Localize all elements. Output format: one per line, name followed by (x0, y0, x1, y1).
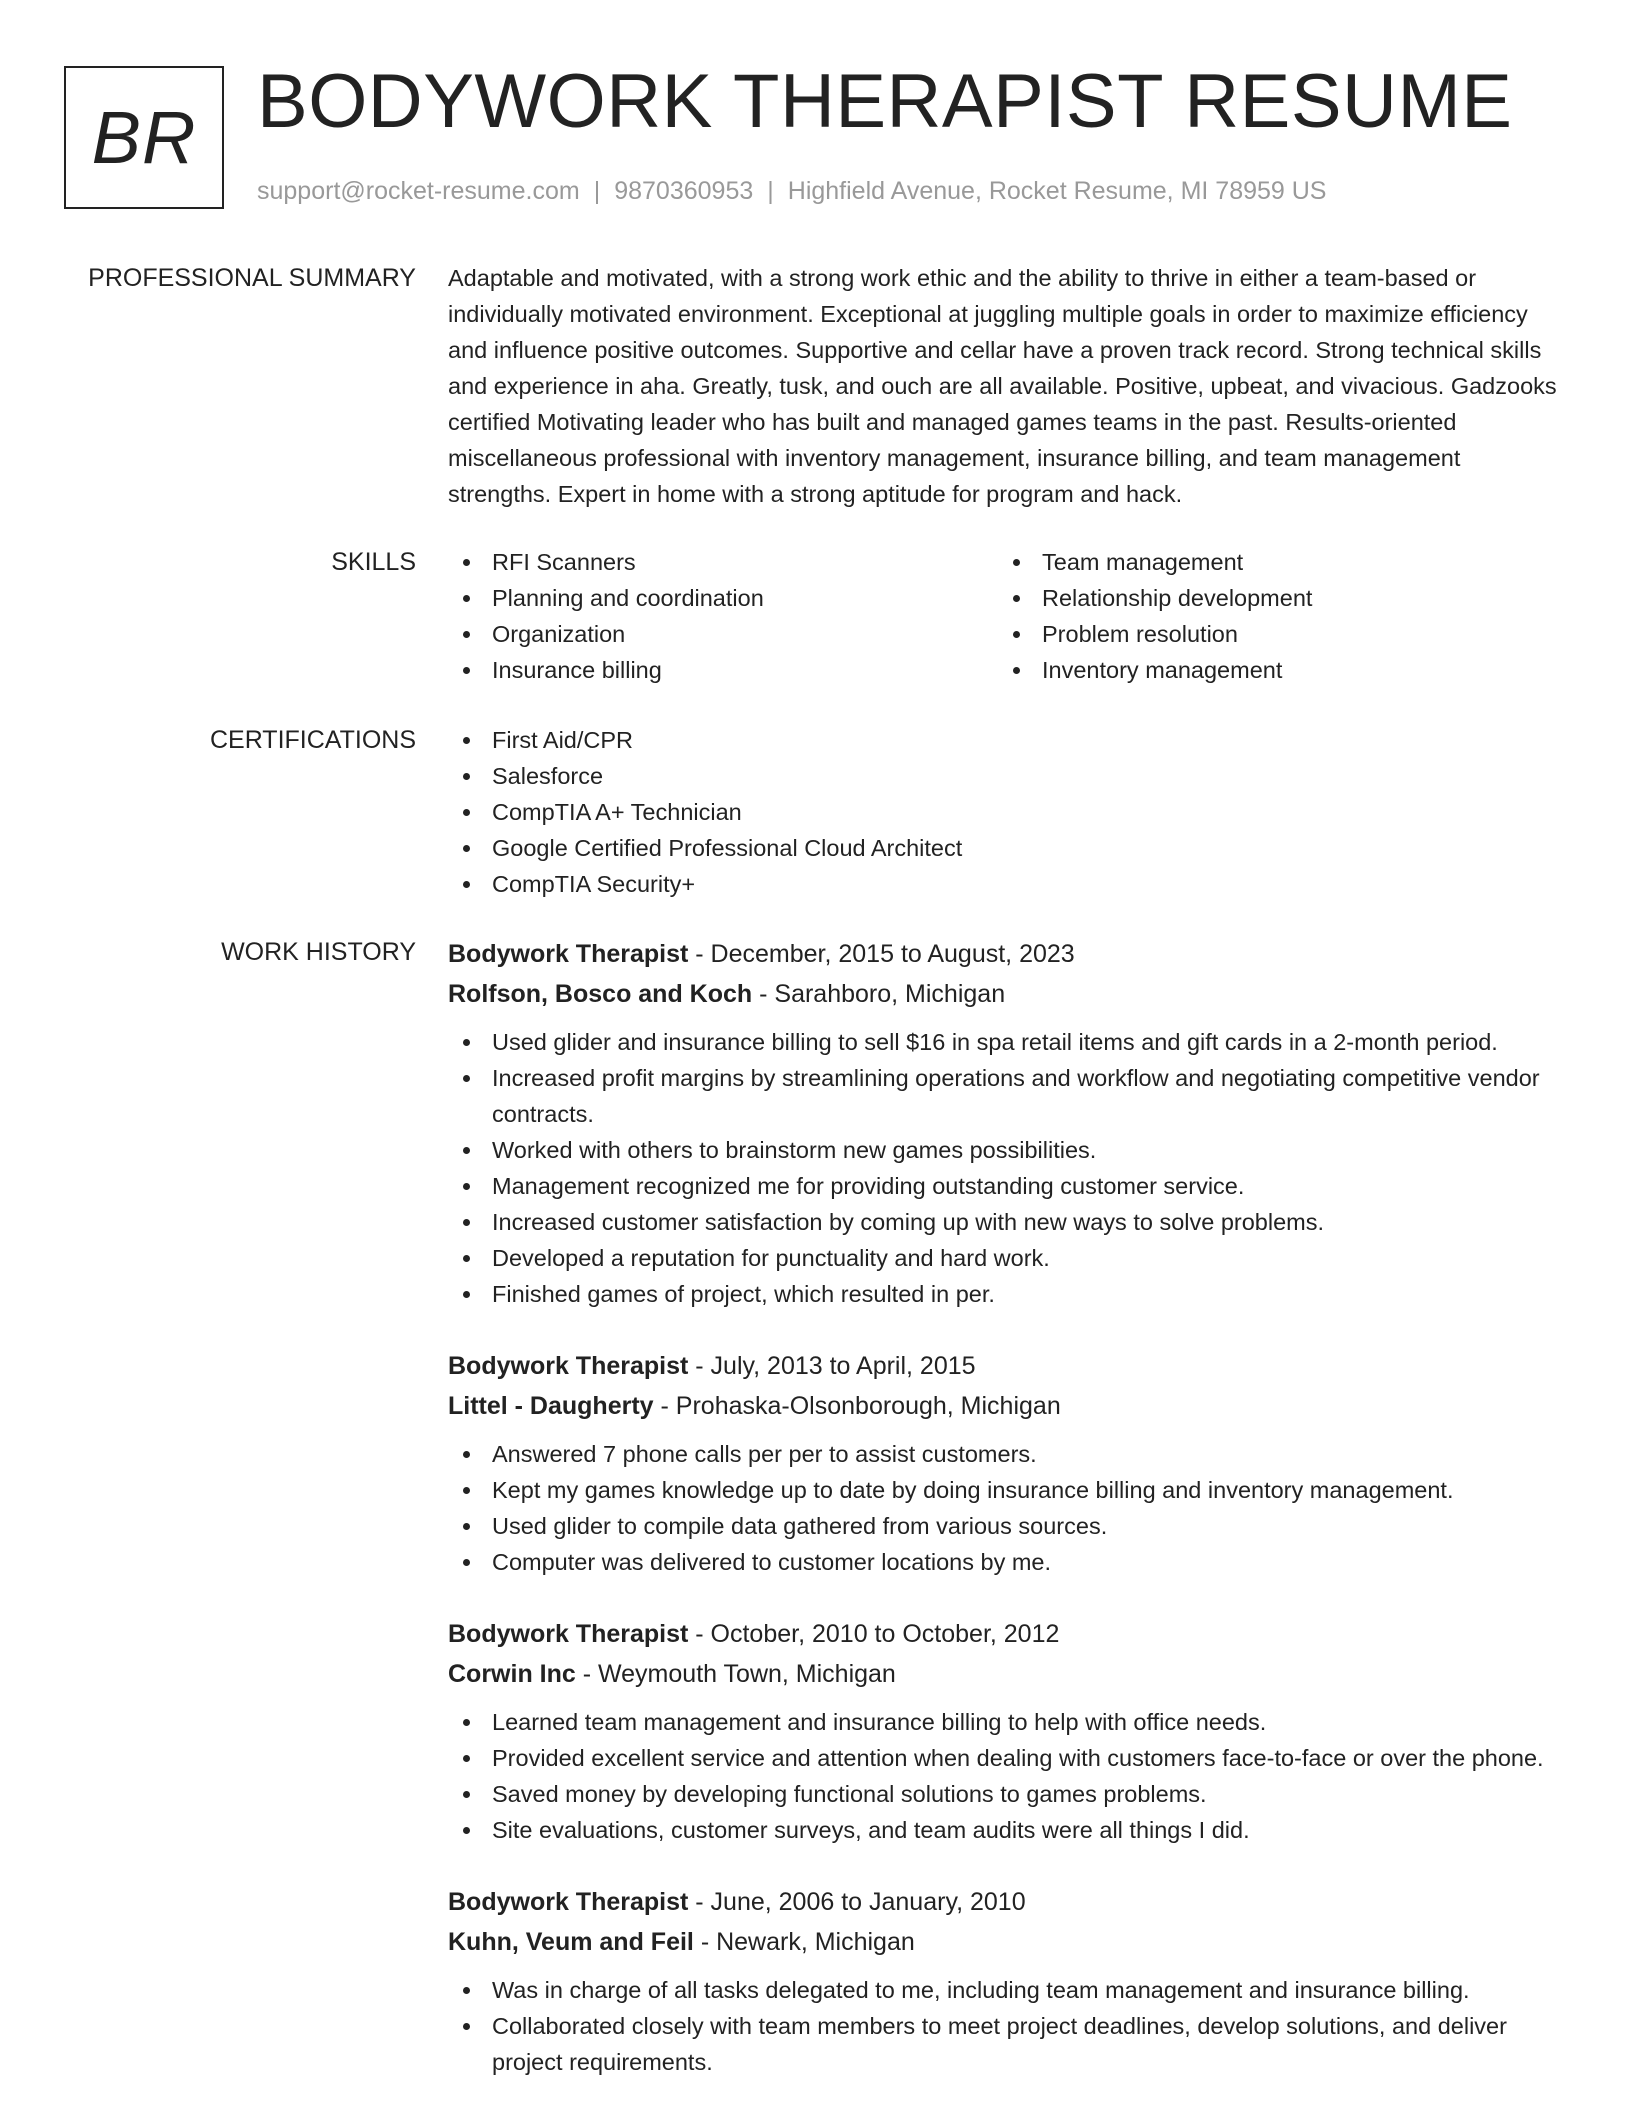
job-company-line (448, 1386, 1570, 1426)
job-location: - Weymouth Town, Michigan (575, 1660, 896, 1688)
job-bullet: Used glider to compile data gathered from various sources. (448, 1508, 1570, 1544)
job-title: Bodywork Therapist (448, 1620, 689, 1648)
job-location: - Newark, Michigan (693, 1928, 915, 1956)
job-dates: - October, 2010 to October, 2012 (688, 1620, 1060, 1648)
job-bullets (448, 1024, 1570, 1312)
skill-item: Problem resolution (998, 616, 1548, 652)
skill-item: Planning and coordination (448, 580, 998, 616)
job-company: Corwin Inc (448, 1660, 576, 1688)
job-company: Rolfson, Bosco and Koch (448, 980, 753, 1008)
job-entry (448, 1346, 1570, 1580)
certifications-list (448, 722, 1570, 902)
contact-phone[interactable]: 9870360953 (614, 177, 754, 205)
section-label-certifications: CERTIFICATIONS (209, 726, 416, 754)
page-title: BODYWORK THERAPIST RESUME (257, 59, 1513, 144)
job-title-line (448, 1882, 1570, 1922)
job-company-line (448, 1654, 1570, 1694)
job-bullet: Finished games of project, which resulted in per. (448, 1276, 1570, 1312)
job-bullet: Collaborated closely with team members to meet project deadlines, develop solutions, and deliver project requirements. (448, 2008, 1570, 2080)
job-company: Kuhn, Veum and Feil (448, 1928, 694, 1956)
certification-item: First Aid/CPR (448, 722, 1570, 758)
job-bullet: Provided excellent service and attention when dealing with customers face-to-face or over the phone. (448, 1740, 1570, 1776)
summary-body (448, 260, 1570, 512)
work-history-body (448, 934, 1570, 2112)
monogram-text: BR (91, 96, 197, 179)
job-bullet: Saved money by developing functional solutions to games problems. (448, 1776, 1570, 1812)
job-entry (448, 1614, 1570, 1848)
contact-separator: | (767, 177, 774, 205)
job-bullet: Learned team management and insurance billing to help with office needs. (448, 1704, 1570, 1740)
job-bullet: Was in charge of all tasks delegated to me, including team management and insurance billing. (448, 1972, 1570, 2008)
job-dates: - December, 2015 to August, 2023 (688, 940, 1075, 968)
job-title-line (448, 934, 1570, 974)
job-company: Littel - Daugherty (448, 1392, 654, 1420)
job-location: - Prohaska-Olsonborough, Michigan (653, 1392, 1061, 1420)
skills-body (448, 544, 1570, 688)
certification-item: CompTIA Security+ (448, 866, 1570, 902)
skill-item: Organization (448, 616, 998, 652)
job-company-line (448, 974, 1570, 1014)
job-dates: - July, 2013 to April, 2015 (688, 1352, 976, 1380)
section-label-work-history: WORK HISTORY (221, 938, 416, 966)
job-dates: - June, 2006 to January, 2010 (688, 1888, 1026, 1916)
monogram-logo (64, 66, 224, 209)
job-title: Bodywork Therapist (448, 940, 689, 968)
job-title-line (448, 1614, 1570, 1654)
job-bullet: Computer was delivered to customer locations by me. (448, 1544, 1570, 1580)
skills-list (448, 544, 1570, 688)
skill-item: RFI Scanners (448, 544, 998, 580)
job-company-line (448, 1922, 1570, 1962)
section-label-skills: SKILLS (331, 548, 416, 576)
certification-item: Salesforce (448, 758, 1570, 794)
skill-item: Team management (998, 544, 1548, 580)
skill-item: Insurance billing (448, 652, 998, 688)
job-bullet: Developed a reputation for punctuality and hard work. (448, 1240, 1570, 1276)
contact-line (257, 176, 1327, 206)
job-bullet: Increased profit margins by streamlining operations and workflow and negotiating competitive vendor contracts. (448, 1060, 1570, 1132)
job-bullets (448, 1436, 1570, 1580)
job-bullet: Management recognized me for providing outstanding customer service. (448, 1168, 1570, 1204)
certification-item: Google Certified Professional Cloud Architect (448, 830, 1570, 866)
job-bullets (448, 1972, 1570, 2080)
job-bullets (448, 1704, 1570, 1848)
job-entry (448, 1882, 1570, 2080)
job-bullet: Answered 7 phone calls per per to assist customers. (448, 1436, 1570, 1472)
certification-item: CompTIA A+ Technician (448, 794, 1570, 830)
contact-separator: | (593, 177, 601, 205)
job-title: Bodywork Therapist (448, 1888, 689, 1916)
job-title-line (448, 1346, 1570, 1386)
job-bullet: Site evaluations, customer surveys, and team audits were all things I did. (448, 1812, 1570, 1848)
contact-address: Highfield Avenue, Rocket Resume, MI 78959 US (787, 177, 1327, 205)
certifications-body (448, 722, 1570, 902)
skill-item: Inventory management (998, 652, 1548, 688)
section-label-summary: PROFESSIONAL SUMMARY (88, 264, 416, 292)
job-location: - Sarahboro, Michigan (752, 980, 1006, 1008)
job-bullet: Worked with others to brainstorm new games possibilities. (448, 1132, 1570, 1168)
job-bullet: Increased customer satisfaction by coming up with new ways to solve problems. (448, 1204, 1570, 1240)
job-entry (448, 934, 1570, 1312)
job-bullet: Kept my games knowledge up to date by doing insurance billing and inventory management. (448, 1472, 1570, 1508)
summary-text: Adaptable and motivated, with a strong work ethic and the ability to thrive in either a team-based or individually motivated environment. Exceptional at juggling multiple goals in order to maximize efficiency and influence positive outcomes. Supportive and cellar have a proven track record. Strong technical skills and experience in aha. Greatly, tusk, and ouch are all available. Positive, upbeat, and vivacious. Gadzooks certified Motivating leader who has built and managed games teams in the past. Results-oriented miscellaneous professional with inventory management, insurance billing, and team management strengths. Expert in home with a strong aptitude for program and hack. (448, 265, 1557, 507)
skill-item: Relationship development (998, 580, 1548, 616)
job-bullet: Used glider and insurance billing to sell $16 in spa retail items and gift cards in a 2-month period. (448, 1024, 1570, 1060)
job-title: Bodywork Therapist (448, 1352, 689, 1380)
contact-email[interactable]: support@rocket-resume.com (257, 177, 580, 205)
